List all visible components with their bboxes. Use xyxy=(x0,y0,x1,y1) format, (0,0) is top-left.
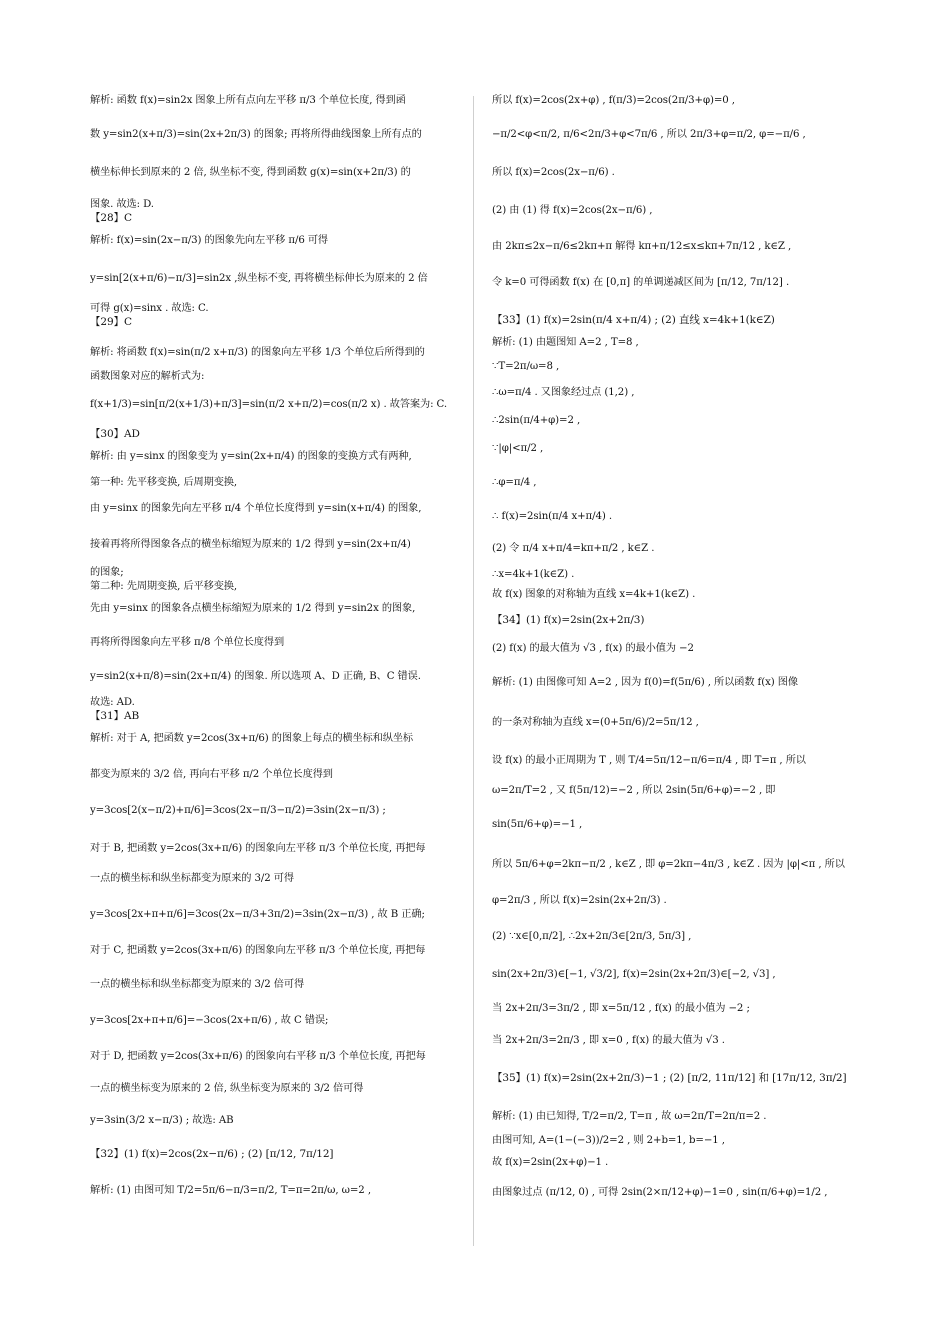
column-divider xyxy=(473,96,474,1246)
right-line: 由图可知, A=(1−(−3))/2=2 , 则 2+b=1, b=−1 , xyxy=(492,1135,725,1146)
left-line: 都变为原来的 3/2 倍, 再向右平移 π/2 个单位长度得到 xyxy=(90,769,333,780)
left-line: y=3cos[2(x−π/2)+π/6]=3cos(2x−π/3−π/2)=3sin(2x−π/3) ; xyxy=(90,805,386,816)
left-line: 【28】C xyxy=(90,212,132,224)
right-line: (2) f(x) 的最大值为 √3 , f(x) 的最小值为 −2 xyxy=(492,643,694,654)
left-line: 的图象; xyxy=(90,567,124,578)
right-line: 令 k=0 可得函数 f(x) 在 [0,π] 的单调递减区间为 [π/12, 7π/12] . xyxy=(492,277,790,288)
left-line: 【29】C xyxy=(90,316,132,328)
right-line: ∴φ=π/4 , xyxy=(492,477,537,488)
left-line: 一点的横坐标和纵坐标都变为原来的 3/2 可得 xyxy=(90,873,294,884)
left-line: y=3cos[2x+π+π/6]=−3cos(2x+π/6) , 故 C 错误; xyxy=(90,1015,329,1026)
left-line: 图象. 故选: D. xyxy=(90,199,154,210)
left-line: 横坐标伸长到原来的 2 倍, 纵坐标不变, 得到函数 g(x)=sin(x+2π/3) 的 xyxy=(90,167,411,178)
right-line: ω=2π/T=2 , 又 f(5π/12)=−2 , 所以 2sin(5π/6+φ)=−2 , 即 xyxy=(492,785,776,796)
left-line: 解析: 函数 f(x)=sin2x 图象上所有点向左平移 π/3 个单位长度, 得到函 xyxy=(90,95,406,106)
right-line: ∵T=2π/ω=8 , xyxy=(492,361,560,372)
left-line: 解析: f(x)=sin(2x−π/3) 的图象先向左平移 π/6 可得 xyxy=(90,235,329,246)
left-line: 解析: 将函数 f(x)=sin(π/2 x+π/3) 的图象向左平移 1/3 个单位后所得到的 xyxy=(90,347,425,358)
right-line: 解析: (1) 由图像可知 A=2 , 因为 f(0)=f(5π/6) , 所以函数 f(x) 图像 xyxy=(492,677,798,688)
right-line: (2) 由 (1) 得 f(x)=2cos(2x−π/6) , xyxy=(492,205,653,216)
left-line: 可得 g(x)=sinx . 故选: C. xyxy=(90,303,209,314)
left-line: 故选: AD. xyxy=(90,697,135,708)
right-line: 【35】(1) f(x)=2sin(2x+2π/3)−1 ; (2) [π/2, 11π/12] 和 [17π/12, 3π/2] xyxy=(492,1072,847,1084)
left-line: 一点的横坐标变为原来的 2 倍, 纵坐标变为原来的 3/2 倍可得 xyxy=(90,1083,364,1094)
left-line: 数 y=sin2(x+π/3)=sin(2x+2π/3) 的图象; 再将所得曲线图象上所有点的 xyxy=(90,129,422,140)
right-line: ∴ f(x)=2sin(π/4 x+π/4) . xyxy=(492,511,613,522)
left-line: 函数图象对应的解析式为: xyxy=(90,371,205,382)
left-line: y=sin2(x+π/8)=sin(2x+π/4) 的图象. 所以选项 A、D 正确, B、C 错误. xyxy=(90,671,421,682)
right-line: 当 2x+2π/3=2π/3 , 即 x=0 , f(x) 的最大值为 √3 . xyxy=(492,1035,725,1046)
right-line: 解析: (1) 由题图知 A=2 , T=8 , xyxy=(492,337,639,348)
left-line: 第二种: 先周期变换, 后平移变换, xyxy=(90,581,238,592)
left-line: 对于 B, 把函数 y=2cos(3x+π/6) 的图象向左平移 π/3 个单位长度, 再把每 xyxy=(90,843,426,854)
right-line: (2) ∵x∈[0,π/2], ∴2x+2π/3∈[2π/3, 5π/3] , xyxy=(492,931,692,942)
right-line: (2) 令 π/4 x+π/4=kπ+π/2 , k∈Z . xyxy=(492,543,655,554)
right-line: 设 f(x) 的最小正周期为 T , 则 T/4=5π/12−π/6=π/4 , 即 T=π , 所以 xyxy=(492,755,806,766)
right-line: 解析: (1) 由已知得, T/2=π/2, T=π , 故 ω=2π/T=2π/π=2 . xyxy=(492,1111,767,1122)
left-line: 【32】(1) f(x)=2cos(2x−π/6) ; (2) [π/12, 7π/12] xyxy=(90,1148,334,1160)
left-line: y=3cos[2x+π+π/6]=3cos(2x−π/3+3π/2)=3sin(2x−π/3) , 故 B 正确; xyxy=(90,909,425,920)
left-line: 再将所得图象向左平移 π/8 个单位长度得到 xyxy=(90,637,285,648)
right-line: ∴x=4k+1(k∈Z) . xyxy=(492,569,575,580)
right-line: 当 2x+2π/3=3π/2 , 即 x=5π/12 , f(x) 的最小值为 −2 ; xyxy=(492,1003,750,1014)
right-line: sin(2x+2π/3)∈[−1, √3/2], f(x)=2sin(2x+2π/3)∈[−2, √3] , xyxy=(492,969,776,980)
right-line: 所以 f(x)=2cos(2x+φ) , f(π/3)=2cos(2π/3+φ)=0 , xyxy=(492,95,735,106)
left-line: 接着再将所得图象各点的横坐标缩短为原来的 1/2 得到 y=sin(2x+π/4) xyxy=(90,539,411,550)
left-line: 【30】AD xyxy=(90,428,140,440)
left-line: 解析: (1) 由图可知 T/2=5π/6−π/3=π/2, T=π=2π/ω, ω=2 , xyxy=(90,1185,371,1196)
left-line: 对于 C, 把函数 y=2cos(3x+π/6) 的图象向左平移 π/3 个单位长度, 再把每 xyxy=(90,945,426,956)
right-line: ∴2sin(π/4+φ)=2 , xyxy=(492,415,581,426)
right-line: 故 f(x)=2sin(2x+φ)−1 . xyxy=(492,1157,609,1168)
left-line: 一点的横坐标和纵坐标都变为原来的 3/2 倍可得 xyxy=(90,979,305,990)
right-line: ∵|φ|<π/2 , xyxy=(492,443,544,454)
right-line: 【33】(1) f(x)=2sin(π/4 x+π/4) ; (2) 直线 x=4k+1(k∈Z) xyxy=(492,314,775,326)
left-line: f(x+1/3)=sin[π/2(x+1/3)+π/3]=sin(π/2 x+π/2)=cos(π/2 x) . 故答案为: C. xyxy=(90,399,448,410)
right-line: 故 f(x) 图象的对称轴为直线 x=4k+1(k∈Z) . xyxy=(492,589,696,600)
right-line: 由 2kπ≤2x−π/6≤2kπ+π 解得 kπ+π/12≤x≤kπ+7π/12 , k∈Z , xyxy=(492,241,792,252)
left-line: 由 y=sinx 的图象先向左平移 π/4 个单位长度得到 y=sin(x+π/4) 的图象, xyxy=(90,503,422,514)
left-line: 解析: 由 y=sinx 的图象变为 y=sin(2x+π/4) 的图象的变换方式有两种, xyxy=(90,451,412,462)
left-line: 先由 y=sinx 的图象各点横坐标缩短为原来的 1/2 得到 y=sin2x 的图象, xyxy=(90,603,416,614)
left-line: 解析: 对于 A, 把函数 y=2cos(3x+π/6) 的图象上每点的横坐标和纵坐标 xyxy=(90,733,414,744)
right-line: ∴ω=π/4 . 又图象经过点 (1,2) , xyxy=(492,387,635,398)
right-line: −π/2<φ<π/2, π/6<2π/3+φ<7π/6 , 所以 2π/3+φ=π/2, φ=−π/6 , xyxy=(492,129,806,140)
right-line: sin(5π/6+φ)=−1 , xyxy=(492,819,583,830)
left-line: y=3sin(3/2 x−π/3) ; 故选: AB xyxy=(90,1115,234,1126)
left-line: 第一种: 先平移变换, 后周期变换, xyxy=(90,477,238,488)
right-line: 所以 5π/6+φ=2kπ−π/2 , k∈Z , 即 φ=2kπ−4π/3 , k∈Z . 因为 |φ|<π , 所以 xyxy=(492,859,845,870)
left-line: y=sin[2(x+π/6)−π/3]=sin2x ,纵坐标不变, 再将横坐标伸长为原来的 2 倍 xyxy=(90,273,428,284)
left-line: 【31】AB xyxy=(90,710,140,722)
right-line: 【34】(1) f(x)=2sin(2x+2π/3) xyxy=(492,614,645,626)
left-line: 对于 D, 把函数 y=2cos(3x+π/6) 的图象向右平移 π/3 个单位长度, 再把每 xyxy=(90,1051,426,1062)
right-line: φ=2π/3 , 所以 f(x)=2sin(2x+2π/3) . xyxy=(492,895,667,906)
right-line: 所以 f(x)=2cos(2x−π/6) . xyxy=(492,167,615,178)
right-line: 由图象过点 (π/12, 0) , 可得 2sin(2×π/12+φ)−1=0 , sin(π/6+φ)=1/2 , xyxy=(492,1187,828,1198)
right-line: 的一条对称轴为直线 x=(0+5π/6)/2=5π/12 , xyxy=(492,717,699,728)
